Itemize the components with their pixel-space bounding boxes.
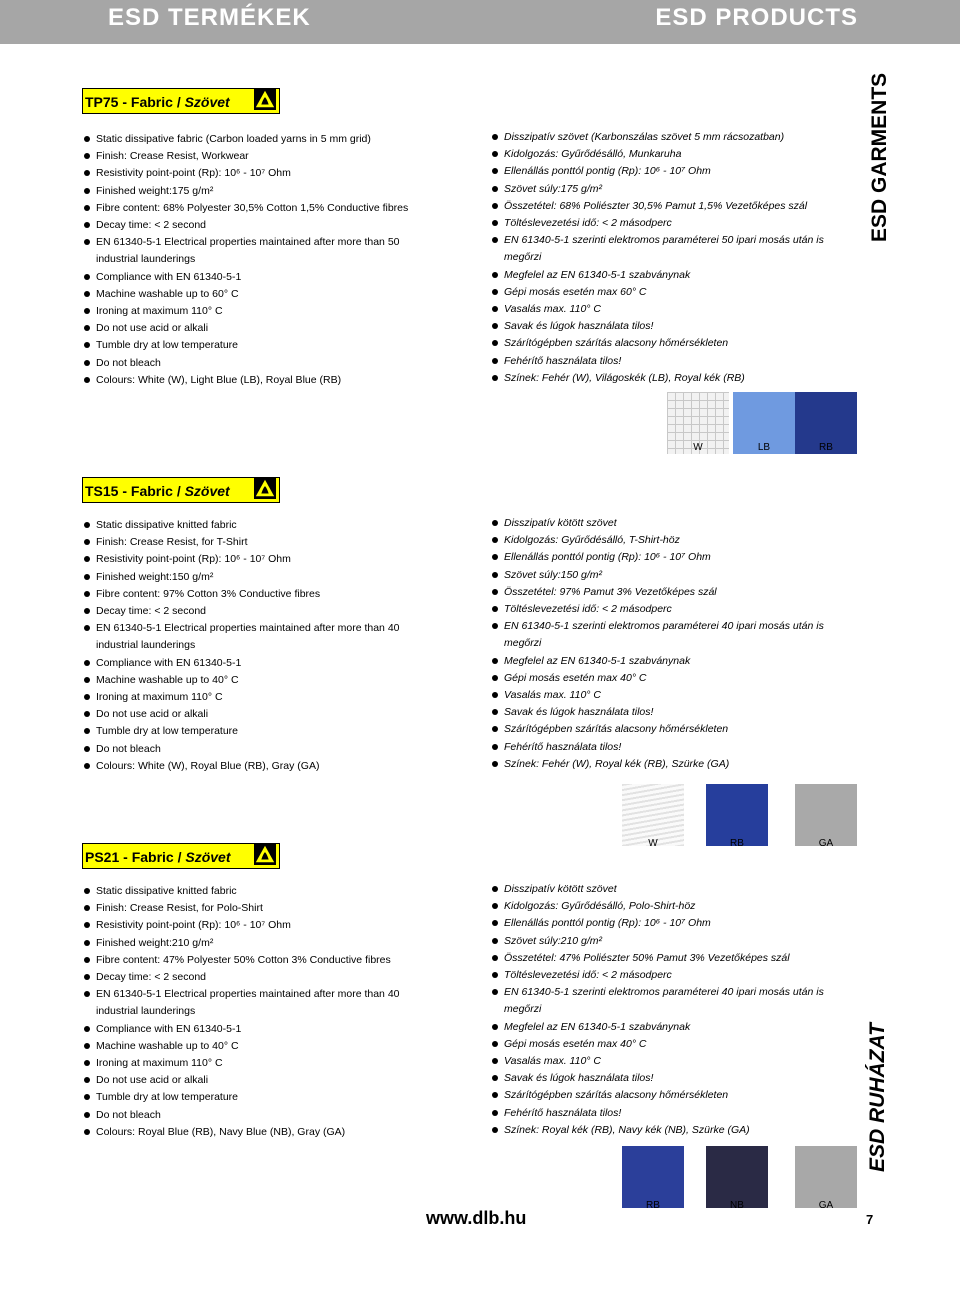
swatch-label: W bbox=[693, 442, 703, 453]
spec-item-hu: Színek: Fehér (W), Világoskék (LB), Royal kék (RB) bbox=[490, 370, 852, 387]
spec-item-en: Do not bleach bbox=[82, 355, 442, 372]
spec-item-hu: Gépi mosás esetén max 40° C bbox=[490, 670, 852, 687]
spec-item-hu: Vasalás max. 110° C bbox=[490, 1053, 852, 1070]
page-header bbox=[0, 0, 960, 44]
spec-item-en: Fibre content: 68% Polyester 30,5% Cotton 1,5% Conductive fibres bbox=[82, 200, 442, 217]
spec-item-hu: Megfelel az EN 61340-5-1 szabványnak bbox=[490, 653, 852, 670]
spec-item-hu: Vasalás max. 110° C bbox=[490, 687, 852, 704]
swatch-label: W bbox=[648, 838, 658, 849]
title-hu: Szövet bbox=[185, 849, 231, 865]
spec-item-en: Static dissipative knitted fabric bbox=[82, 883, 442, 900]
spec-item-hu: EN 61340-5-1 szerinti elektromos paraméterei 50 ipari mosás után is megőrzi bbox=[490, 232, 852, 266]
spec-item-en: Compliance with EN 61340-5-1 bbox=[82, 1021, 442, 1038]
spec-item-en: EN 61340-5-1 Electrical properties maintained after more than 50 industrial launderings bbox=[82, 234, 442, 268]
spec-list-en bbox=[82, 131, 442, 389]
spec-item-hu: Szövet súly:150 g/m² bbox=[490, 567, 852, 584]
spec-item-en: Machine washable up to 60° C bbox=[82, 286, 442, 303]
page-number: 7 bbox=[866, 1212, 874, 1227]
spec-item-en: Resistivity point-point (Rp): 10⁶ - 10⁷ Ohm bbox=[82, 917, 442, 934]
spec-list-hu bbox=[490, 515, 852, 773]
title-hu: Szövet bbox=[184, 94, 230, 110]
product-code: TS15 bbox=[85, 483, 119, 499]
spec-item-hu: Savak és lúgok használata tilos! bbox=[490, 704, 852, 721]
swatch-label: NB bbox=[730, 1200, 744, 1211]
spec-item-hu: Vasalás max. 110° C bbox=[490, 301, 852, 318]
spec-list-hu bbox=[490, 129, 852, 387]
spec-item-en: Tumble dry at low temperature bbox=[82, 337, 442, 354]
spec-item-hu: Fehérítő használata tilos! bbox=[490, 739, 852, 756]
spec-item-en: Colours: White (W), Royal Blue (RB), Gray (GA) bbox=[82, 758, 442, 775]
esd-warning-icon bbox=[253, 88, 277, 110]
spec-item-hu: Megfelel az EN 61340-5-1 szabványnak bbox=[490, 1019, 852, 1036]
spec-item-hu: Ellenállás ponttól pontig (Rp): 10⁶ - 10⁷ Ohm bbox=[490, 549, 852, 566]
spec-item-hu: EN 61340-5-1 szerinti elektromos paraméterei 40 ipari mosás után is megőrzi bbox=[490, 984, 852, 1018]
title-sep: - Fabric / bbox=[119, 849, 186, 865]
spec-item-hu: Megfelel az EN 61340-5-1 szabványnak bbox=[490, 267, 852, 284]
spec-item-hu: EN 61340-5-1 szerinti elektromos paraméterei 40 ipari mosás után is megőrzi bbox=[490, 618, 852, 652]
title-sep: - Fabric / bbox=[118, 483, 185, 499]
spec-item-hu: Kidolgozás: Gyűrődésálló, Polo-Shirt-höz bbox=[490, 898, 852, 915]
spec-item-en: Machine washable up to 40° C bbox=[82, 672, 442, 689]
spec-item-en: Machine washable up to 40° C bbox=[82, 1038, 442, 1055]
swatch-label: GA bbox=[818, 1200, 834, 1211]
spec-item-hu: Gépi mosás esetén max 40° C bbox=[490, 1036, 852, 1053]
swatch-label: RB bbox=[819, 442, 833, 453]
spec-item-hu: Összetétel: 68% Poliészter 30,5% Pamut 1,5% Vezetőképes szál bbox=[490, 198, 852, 215]
spec-item-en: Decay time: < 2 second bbox=[82, 217, 442, 234]
spec-item-en: Do not bleach bbox=[82, 741, 442, 758]
spec-item-hu: Szárítógépben szárítás alacsony hőmérsékleten bbox=[490, 1087, 852, 1104]
fabric-swatch bbox=[795, 1146, 857, 1208]
spec-item-en: Finish: Crease Resist, Workwear bbox=[82, 148, 442, 165]
fabric-swatch bbox=[622, 1146, 684, 1208]
spec-item-en: Resistivity point-point (Rp): 10⁶ - 10⁷ Ohm bbox=[82, 165, 442, 182]
spec-item-hu: Fehérítő használata tilos! bbox=[490, 353, 852, 370]
spec-item-en: Finish: Crease Resist, for T-Shirt bbox=[82, 534, 442, 551]
spec-item-hu: Színek: Royal kék (RB), Navy kék (NB), Szürke (GA) bbox=[490, 1122, 852, 1139]
swatch-label: LB bbox=[757, 442, 771, 453]
spec-item-en: Decay time: < 2 second bbox=[82, 969, 442, 986]
fabric-swatch bbox=[795, 784, 857, 846]
title-hu: Szövet bbox=[184, 483, 230, 499]
header-title-en: ESD PRODUCTS bbox=[655, 4, 858, 31]
header-title-hu: ESD TERMÉKEK bbox=[108, 4, 311, 31]
spec-item-en: Do not use acid or alkali bbox=[82, 706, 442, 723]
product-code: TP75 bbox=[85, 94, 119, 110]
spec-item-hu: Szövet súly:175 g/m² bbox=[490, 181, 852, 198]
spec-item-en: EN 61340-5-1 Electrical properties maintained after more than 40 industrial launderings bbox=[82, 986, 442, 1020]
spec-item-en: Colours: White (W), Light Blue (LB), Royal Blue (RB) bbox=[82, 372, 442, 389]
spec-item-en: EN 61340-5-1 Electrical properties maintained after more than 40 industrial launderings bbox=[82, 620, 442, 654]
spec-item-hu: Savak és lúgok használata tilos! bbox=[490, 318, 852, 335]
spec-item-en: Do not use acid or alkali bbox=[82, 1072, 442, 1089]
spec-item-hu: Disszipatív kötött szövet bbox=[490, 515, 852, 532]
spec-item-hu: Töltéslevezetési idő: < 2 másodperc bbox=[490, 601, 852, 618]
spec-item-hu: Töltéslevezetési idő: < 2 másodperc bbox=[490, 967, 852, 984]
spec-item-en: Tumble dry at low temperature bbox=[82, 1089, 442, 1106]
spec-item-en: Tumble dry at low temperature bbox=[82, 723, 442, 740]
spec-item-hu: Disszipatív kötött szövet bbox=[490, 881, 852, 898]
spec-item-en: Fibre content: 47% Polyester 50% Cotton 3% Conductive fibres bbox=[82, 952, 442, 969]
footer-url[interactable]: www.dlb.hu bbox=[426, 1208, 527, 1228]
spec-list-hu bbox=[490, 881, 852, 1139]
spec-item-hu: Összetétel: 97% Pamut 3% Vezetőképes szál bbox=[490, 584, 852, 601]
fabric-swatch bbox=[706, 784, 768, 846]
title-sep: - Fabric / bbox=[118, 94, 185, 110]
spec-item-en: Resistivity point-point (Rp): 10⁶ - 10⁷ Ohm bbox=[82, 551, 442, 568]
spec-item-hu: Gépi mosás esetén max 60° C bbox=[490, 284, 852, 301]
spec-item-en: Compliance with EN 61340-5-1 bbox=[82, 269, 442, 286]
spec-item-hu: Kidolgozás: Gyűrődésálló, Munkaruha bbox=[490, 146, 852, 163]
spec-item-en: Finished weight:210 g/m² bbox=[82, 935, 442, 952]
fabric-swatch bbox=[706, 1146, 768, 1208]
side-label-top: ESD GARMENTS bbox=[868, 72, 891, 242]
spec-item-hu: Kidolgozás: Gyűrődésálló, T-Shirt-höz bbox=[490, 532, 852, 549]
spec-item-hu: Szárítógépben szárítás alacsony hőmérsékleten bbox=[490, 335, 852, 352]
spec-item-en: Decay time: < 2 second bbox=[82, 603, 442, 620]
swatch-label: RB bbox=[646, 1200, 660, 1211]
product-code: PS21 bbox=[85, 849, 120, 865]
spec-item-hu: Fehérítő használata tilos! bbox=[490, 1105, 852, 1122]
spec-item-en: Do not bleach bbox=[82, 1107, 442, 1124]
spec-item-hu: Ellenállás ponttól pontig (Rp): 10⁶ - 10⁷ Ohm bbox=[490, 915, 852, 932]
esd-warning-icon bbox=[253, 843, 277, 865]
spec-list-en bbox=[82, 517, 442, 775]
spec-item-en: Ironing at maximum 110° C bbox=[82, 1055, 442, 1072]
spec-item-en: Colours: Royal Blue (RB), Navy Blue (NB), Gray (GA) bbox=[82, 1124, 442, 1141]
esd-warning-icon bbox=[253, 477, 277, 499]
spec-item-hu: Szárítógépben szárítás alacsony hőmérsékleten bbox=[490, 721, 852, 738]
spec-item-hu: Szövet súly:210 g/m² bbox=[490, 933, 852, 950]
fabric-swatch bbox=[622, 784, 684, 846]
side-label-bottom: ESD RUHÁZAT bbox=[866, 1023, 889, 1172]
spec-item-en: Compliance with EN 61340-5-1 bbox=[82, 655, 442, 672]
spec-item-en: Finished weight:175 g/m² bbox=[82, 183, 442, 200]
spec-item-hu: Töltéslevezetési idő: < 2 másodperc bbox=[490, 215, 852, 232]
spec-item-hu: Ellenállás ponttól pontig (Rp): 10⁶ - 10⁷ Ohm bbox=[490, 163, 852, 180]
product-title bbox=[82, 843, 280, 869]
spec-item-en: Static dissipative fabric (Carbon loaded yarns in 5 mm grid) bbox=[82, 131, 442, 148]
spec-item-hu: Savak és lúgok használata tilos! bbox=[490, 1070, 852, 1087]
product-title bbox=[82, 477, 280, 503]
product-title bbox=[82, 88, 280, 114]
spec-item-en: Do not use acid or alkali bbox=[82, 320, 442, 337]
spec-list-en bbox=[82, 883, 442, 1141]
swatch-label: RB bbox=[730, 838, 744, 849]
spec-item-en: Static dissipative knitted fabric bbox=[82, 517, 442, 534]
spec-item-hu: Összetétel: 47% Poliészter 50% Pamut 3% Vezetőképes szál bbox=[490, 950, 852, 967]
spec-item-en: Finished weight:150 g/m² bbox=[82, 569, 442, 586]
spec-item-hu: Színek: Fehér (W), Royal kék (RB), Szürke (GA) bbox=[490, 756, 852, 773]
spec-item-en: Fibre content: 97% Cotton 3% Conductive fibres bbox=[82, 586, 442, 603]
spec-item-en: Ironing at maximum 110° C bbox=[82, 689, 442, 706]
swatch-label: GA bbox=[818, 838, 834, 849]
spec-item-en: Finish: Crease Resist, for Polo-Shirt bbox=[82, 900, 442, 917]
spec-item-en: Ironing at maximum 110° C bbox=[82, 303, 442, 320]
spec-item-hu: Disszipatív szövet (Karbonszálas szövet 5 mm rácsozatban) bbox=[490, 129, 852, 146]
